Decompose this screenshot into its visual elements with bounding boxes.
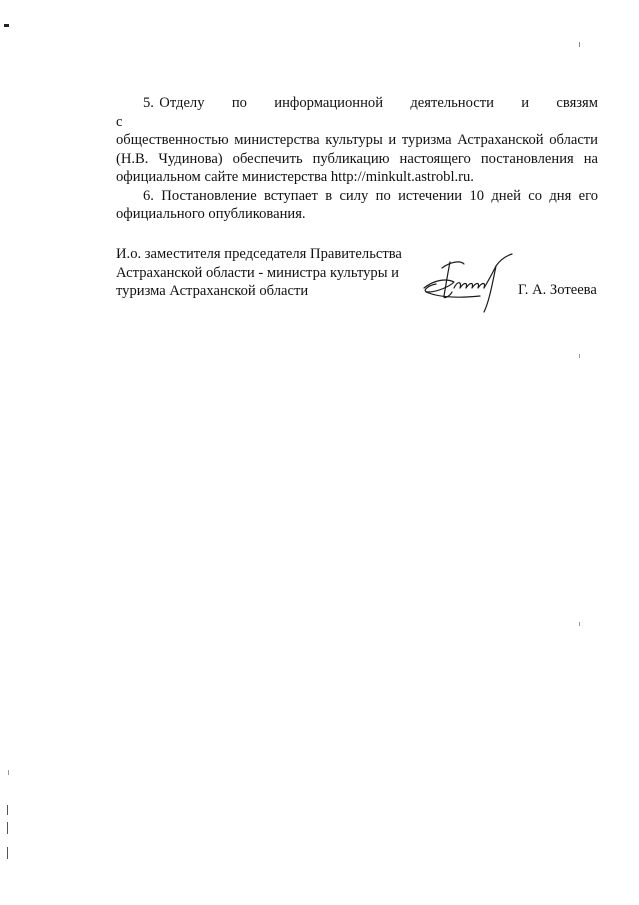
paragraph-6 [116,187,598,224]
signatory-position-line-3: туризма Астраханской области [116,283,309,299]
document-body [116,94,598,224]
paragraph-5-number: 5. [143,95,154,111]
scan-mark-top-left [4,24,9,27]
scan-mark-right-3 [579,622,580,626]
scan-mark-left-3 [7,822,8,834]
scan-mark-left-2 [7,805,8,815]
scan-mark-right-1 [579,42,580,47]
signatory-position-line-1: И.о. заместителя председателя Правительства [116,246,402,262]
paragraph-6-line-2: официального опубликования. [116,206,306,222]
paragraph-5-line-1: 5. Отделу по информационной деятельности и связям с [116,95,598,130]
paragraph-5-line-2: общественностью министерства культуры и туризма Астраханской области [116,132,598,148]
paragraph-6-line-1: 6. Постановление вступает в силу по истечении 10 дней со дня его [143,187,599,204]
scan-mark-left-4 [7,847,8,859]
signatory-position-line-2: Астраханской области - министра культуры и [116,264,399,281]
signature-icon [420,252,525,317]
signatory-position [116,245,416,301]
paragraph-5-line-3: (Н.В. Чудинова) обеспечить публикацию настоящего постановления на [116,150,598,167]
paragraph-5-line-4: официальном сайте министерства http://minkult.astrobl.ru. [116,169,474,185]
paragraph-5 [116,94,598,187]
signer-name: Г. А. Зотеева [518,282,597,298]
scan-mark-right-2 [579,354,580,358]
paragraph-6-number: 6. [143,187,154,204]
scan-mark-left-1 [8,770,9,775]
